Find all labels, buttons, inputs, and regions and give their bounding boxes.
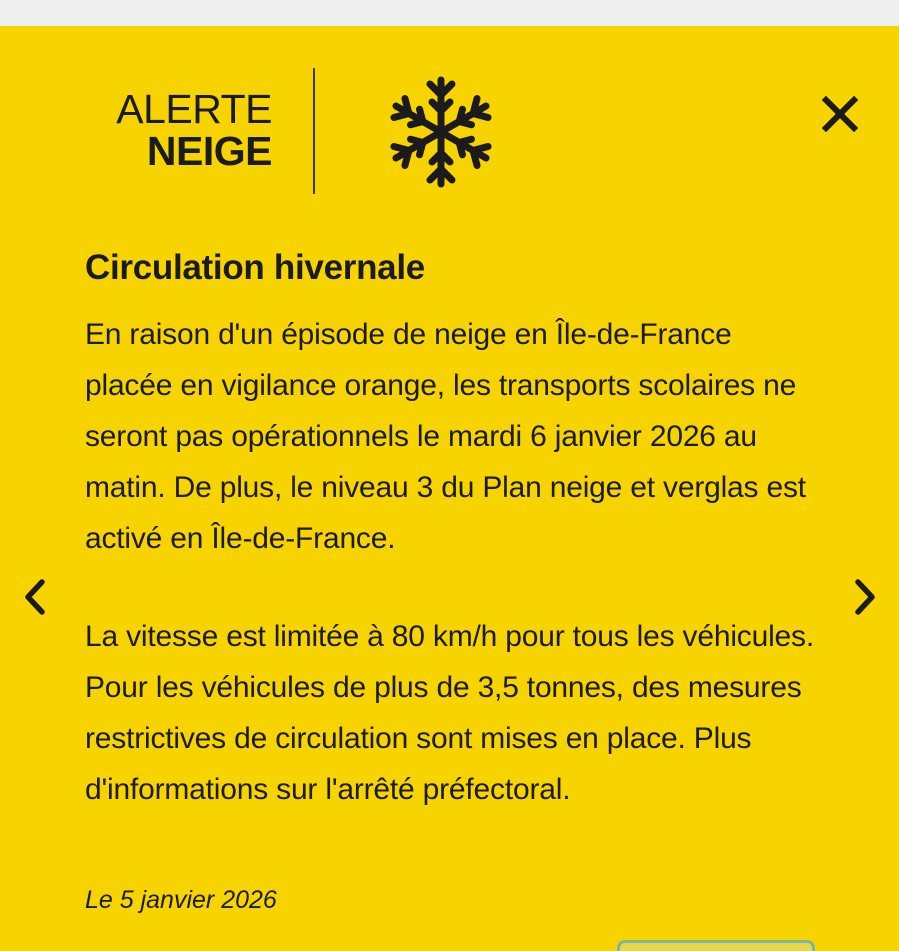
next-alert-button[interactable] (846, 572, 886, 622)
previous-alert-button[interactable] (14, 572, 54, 622)
alert-date: Le 5 janvier 2026 (85, 886, 277, 914)
brand-label-alerte: ALERTE (116, 86, 272, 132)
alert-paragraph-2: La vitesse est limitée à 80 km/h pour tous les véhicules. Pour les véhicules de plus de 3,5 tonnes, des mesures restrictives de circulation sont mises en place. Plus d'informations sur l'arrêté préfectoral. (85, 620, 814, 806)
alert-panel (0, 26, 899, 951)
top-strip (0, 0, 899, 26)
alert-title: Circulation hivernale (85, 248, 425, 287)
alert-brand (112, 88, 272, 172)
brand-divider (313, 68, 315, 194)
close-icon (816, 90, 864, 138)
chevron-right-icon (846, 572, 886, 622)
bottom-tab[interactable] (617, 940, 815, 951)
chevron-left-icon (14, 572, 54, 622)
close-button[interactable] (816, 90, 864, 138)
alert-paragraph-1: En raison d'un épisode de neige en Île-de-France placée en vigilance orange, les transports scolaires ne seront pas opérationnels le mardi 6 janvier 2026 au matin. De plus, le niveau 3 du Plan neige et verglas est activé en Île-de-France. (85, 318, 806, 555)
brand-label-neige: NEIGE (146, 128, 272, 174)
snowflake-icon (386, 72, 496, 192)
